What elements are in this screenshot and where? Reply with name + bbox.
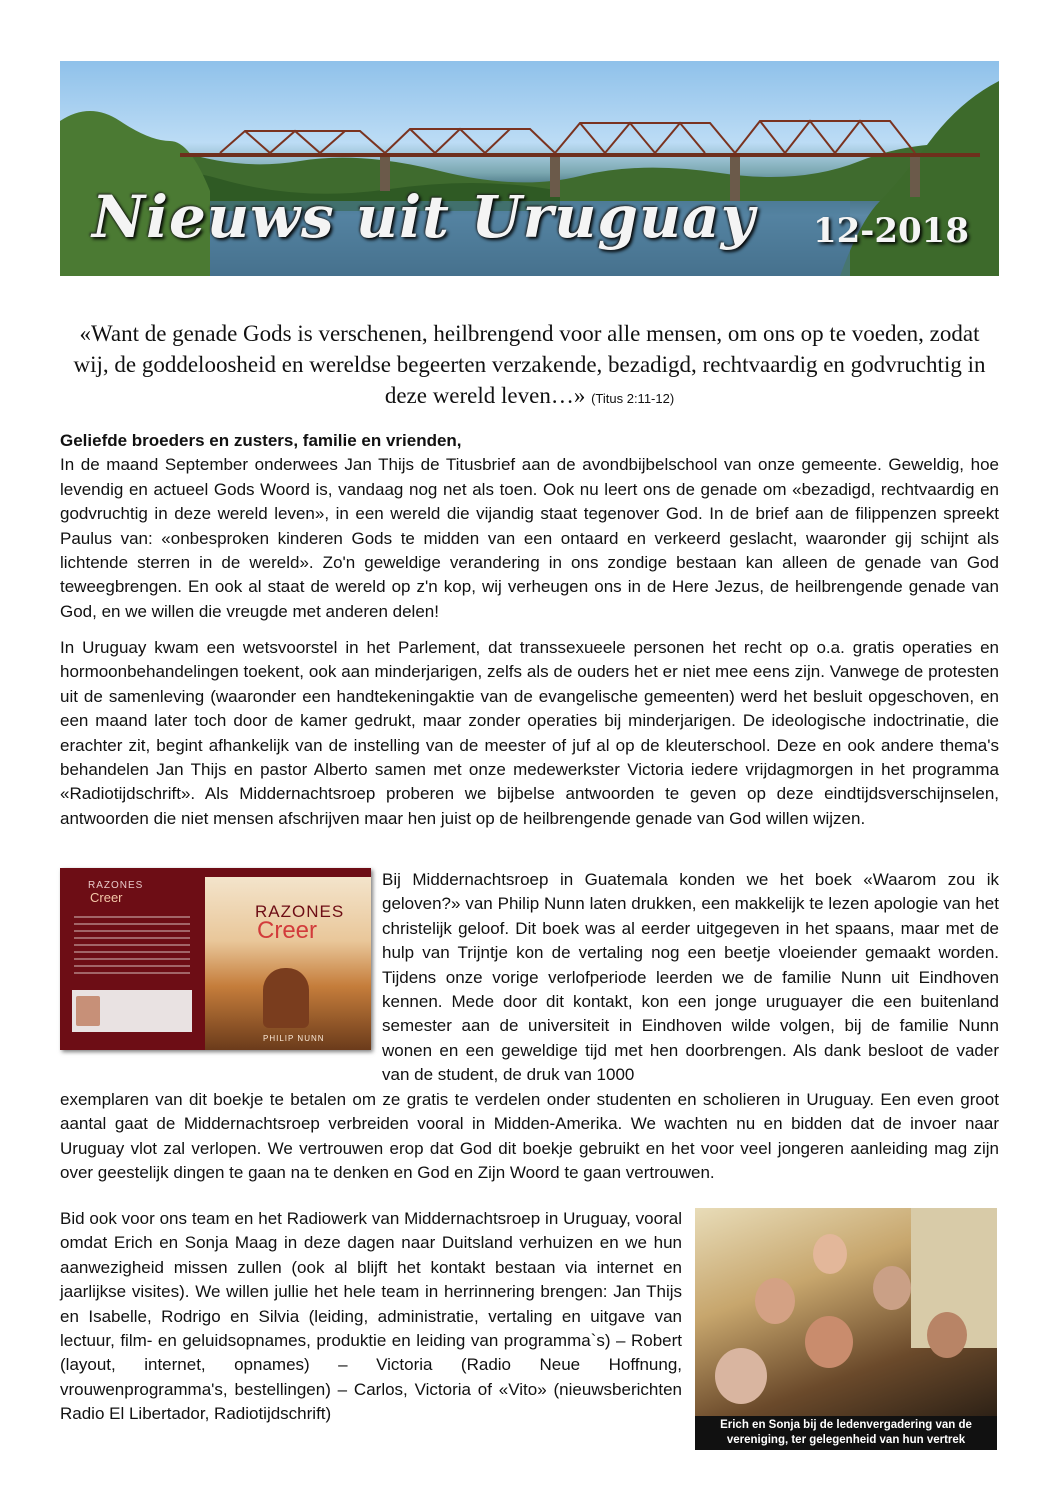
quote-text: «Want de genade Gods is verschenen, heilbrengend voor alle mensen, om ons op te voeden, zodat wij, de goddeloosheid en wereldse begeerten verzakende, bezadigd, rechtvaardig en godvruchtig in deze wereld leven…» <box>73 321 986 408</box>
photo-person <box>927 1312 967 1358</box>
paragraph-parliament: In Uruguay kwam een wetsvoorstel in het Parlement, dat transsexueele personen het recht op o.a. gratis operaties en hormoonbehandelingen toekent, ook aan minderjarigen, zelfs als de ouders het er niet mee eens zijn. Vanwege de protesten uit de samenleving (waaronder een handtekeningaktie van de evangelische gemeenten) werd het besluit opgeschoven, en een maand later toch door de kamer gedrukt, maar zonder operaties bij minderjarigen. De ideologische indoctrinatie, die erachter zit, begint afhankelijk van de instelling van de meester of juf al op de kleuterschool. Deze en ook andere thema's behandelen Jan Thijs en pastor Alberto samen met onze medewerkster Victoria iedere vrijdagmorgen in het programma «Radiotijdschrift». Als Middernachtsroep proberen we bijbelse antwoorden te geven op deze eindtijdsverschijnselen, antwoorden die niet mensen afschrijven maar hen juist op de heilbrengende genade van God willen wijzen. <box>60 638 999 828</box>
scripture-quote <box>60 318 999 414</box>
photo-caption: Erich en Sonja bij de ledenvergadering van de vereniging, ter gelegenheid van hun vertrek <box>695 1416 997 1450</box>
photo-person <box>755 1278 795 1324</box>
greeting-heading: Geliefde broeders en zusters, familie en vrienden, <box>60 431 462 450</box>
book-back-title: RAZONES <box>88 880 144 891</box>
team-photo <box>695 1208 997 1417</box>
paragraph-team: Bid ook voor ons team en het Radiowerk van Middernachtsroep in Uruguay, vooral omdat Erich en Sonja Maag in deze dagen naar Duitsland verhuizen en we hun aanwezigheid missen zullen (ook al blijft het kontakt bestaan via internet en jaarlijkse visites). We willen jullie het hele team in herrinnering brengen: Jan Thijs en Isabelle, Rodrigo en Silvia (leiding, administratie, vertaling en uitgave van lectuur, film- en geluidsopnames, produktie en leiding van programma`s) – Robert (layout, internet, opnames) – Victoria (Radio Neue Hoffnung, vrouwenprogramma's, bestellingen) – Carlos, Victoria of «Vito» (nieuwsberichten Radio El Libertador, Radiotijdschrift) <box>60 1209 682 1424</box>
photo-person <box>805 1316 853 1368</box>
book-back-subtitle: Creer <box>90 890 123 905</box>
intro-section <box>60 429 999 624</box>
photo-person <box>715 1348 767 1404</box>
book-author-name: PHILIP NUNN <box>263 1034 325 1043</box>
issue-number: 12-2018 <box>812 211 969 251</box>
book-cover-image <box>60 868 371 1050</box>
book-back-cover <box>60 868 205 1050</box>
paragraph-book-part2: exemplaren van dit boekje te betalen om ze gratis te verdelen onder studenten en scholieren in Uruguay. Een even groot aantal gaat de Middernachtsroep verbreiden vooral in Midden-Amerika. We wachten nu en bidden dat de invoer naar Uruguay vlot zal verlopen. We vertrouwen erop dat God dit boekje gebruikt en het voor veel jongeren aanleiding mag zijn over geestelijk dingen te gaan na te denken en God en Zijn Woord te gaan vertrouwen. <box>60 1090 999 1183</box>
book-back-text-lines <box>74 916 190 979</box>
photo-person <box>873 1266 911 1310</box>
quote-reference: (Titus 2:11-12) <box>591 391 675 406</box>
photo-person <box>813 1234 847 1274</box>
book-front-cover <box>205 868 371 1050</box>
newsletter-title: Nieuws uit Uruguay <box>92 183 756 251</box>
author-photo <box>76 996 100 1026</box>
book-cover-figure <box>263 968 309 1028</box>
book-front-title: RAZONES <box>255 902 345 921</box>
book-front-subtitle: Creer <box>257 917 318 944</box>
paragraph-titus: In de maand September onderwees Jan Thijs de Titusbrief aan de avondbijbelschool van onze gemeente. Geweldig, hoe levendig en actueel Gods Woord is, vandaag nog net als toen. Ook nu leert ons de genade om «bezadigd, rechtvaardig en godvruchtig in deze wereld leven», in een wereld die vijandig staat tegenover God. In de brief aan de filippenzen spreekt Paulus van: «onbesproken kinderen Gods te midden van een ontaard en verkeerd geslacht, waaronder gij schijnt als lichtende sterren in de wereld». Zo'n geweldige verandering in ons zondige bestaan kan alleen de genade van God teweegbrengen. En ook al staat de wereld op z'n kop, wij verheugen ons in de Here Jezus, de heilbrengende genade van God, en we willen die vreugde met anderen delen! <box>60 455 999 621</box>
book-author-box <box>72 990 192 1032</box>
paragraph-book-part1: Bij Middernachtsroep in Guatemala konden we het boek «Waarom zou ik geloven?» van Philip Nunn laten drukken, een makkelijk te lezen apologie van het christelijk geloof. Dit boek was al eerder uitgegeven in het spaans, maar met de hulp van Trijntje kon de vertaling nog een beetje vloeiender gemaakt worden. Tijdens onze vorige verlofperiode leerden we de familie Nunn uit Eindhoven kennen. Mede door dit kontakt, kon een jonge uruguayer die een buitenland semester aan de universiteit in Eindhoven wilde volgen, bij de familie Nunn wonen en een geweldige tijd met hen doorbrengen. Als dank besloot de vader van de student, de druk van 1000 <box>382 870 999 1085</box>
header-banner <box>60 61 999 276</box>
